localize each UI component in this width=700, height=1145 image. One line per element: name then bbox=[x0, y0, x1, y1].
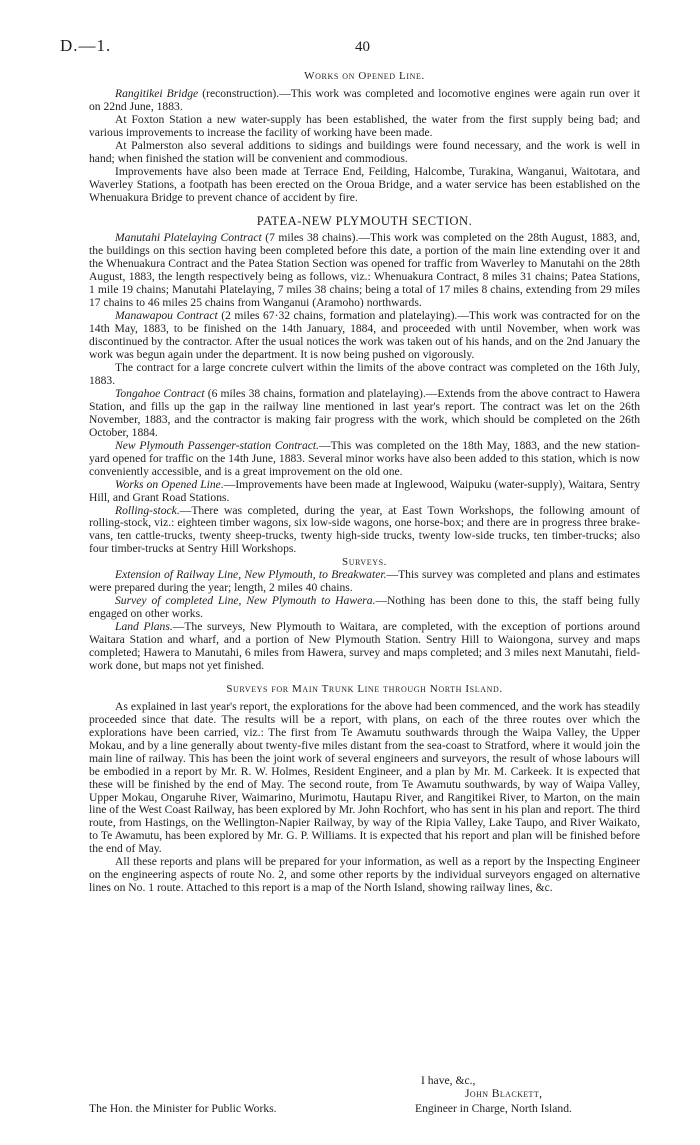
signatory-name: John Blackett, bbox=[465, 1087, 543, 1100]
document-body bbox=[89, 70, 640, 895]
paragraph: At Foxton Station a new water-supply has been established, the water from the first supply being bad; and various improvements to increase the facility of working have been made. bbox=[89, 112, 640, 139]
closing-line: I have, &c., bbox=[421, 1074, 476, 1087]
paragraph: Works on Opened Line.—Improvements have been made at Inglewood, Waipuku (water-supply), Waitara, Sentry Hill, and Grant Road Stations. bbox=[89, 477, 640, 504]
paragraph: The contract for a large concrete culvert within the limits of the above contract was completed on the 16th July, 1883. bbox=[89, 361, 640, 387]
signature-block bbox=[89, 1075, 640, 1145]
paragraph: Manutahi Platelaying Contract (7 miles 38 chains).—This work was completed on the 28th August, 1883, and, the buildings on this section having been completed before this date, a portion of the main line extending over it and the Whenuakura Contract and the Patea Station Section was opened for traffic from Waverley to Manutahi on the 28th August, 1883, the length respectively being as follows, viz.: Whenuakura Contract, 8 miles 31 chains; Patea Stations, 1 mile 19 chains; Manutahi Platelaying, 7 miles 38 chains; being a total of 17 miles 8 chains, extending from 29 miles 17 chains to 46 miles 25 chains from Wanganui (Aramoho) northwards. bbox=[89, 231, 640, 310]
paragraph: Rolling-stock.—There was completed, during the year, at East Town Workshops, the following amount of rolling-stock, viz.: eighteen timber wagons, six low-side wagons, one horse-box; and there are in progress three brake-vans, ten cattle-trucks, twenty sheep-trucks, twenty high-side trucks, twenty low-side trucks, ten timber-trucks; also four timber-trucks at Sentry Hill Workshops. bbox=[89, 503, 640, 556]
paragraph: Survey of completed Line, New Plymouth to Hawera.—Nothing has been done to this, the staff being fully engaged on other works. bbox=[89, 594, 641, 621]
section-heading-main-trunk-line: Surveys for Main Trunk Line through North Island. bbox=[226, 682, 503, 695]
signatory-role: Engineer in Charge, North Island. bbox=[415, 1102, 572, 1115]
paragraph: All these reports and plans will be prepared for your information, as well as a report by the Inspecting Engineer on the engineering aspects of route No. 2, and some other reports by the individual surveyors engaged on alternative lines on No. 1 route. Attached to this report is a map of the North Island, showing railway lines, &c. bbox=[89, 855, 640, 895]
addressee: The Hon. the Minister for Public Works. bbox=[89, 1102, 277, 1115]
section-heading-patea-new-plymouth: PATEA-NEW PLYMOUTH SECTION. bbox=[256, 213, 473, 228]
section-heading-surveys: Surveys. bbox=[341, 556, 388, 569]
page-number: 40 bbox=[355, 39, 370, 55]
paragraph: Manawapou Contract (2 miles 67·32 chains, formation and platelaying).—This work was contracted for on the 14th May, 1883, to be finished on the 14th January, 1884, and proceeded with until November, when work was discontinued by the contractor. After the usual notices the work was taken out of his hands, and on the 2nd January the work was begun again under the department. It is now being pushed on vigorously. bbox=[89, 309, 640, 362]
paragraph: Land Plans.—The surveys, New Plymouth to Waitara, are completed, with the exception of portions around Waitara Station and wharf, and a portion of New Plymouth Station. Sentry Hill to Waiongona, survey and maps completed; Hawera to Manutahi, 6 miles from Hawera, survey and maps completed; and 3 miles next Manutahi, field-work done, but maps not yet finished. bbox=[89, 620, 640, 672]
paragraph: Improvements have also been made at Terrace End, Feilding, Halcombe, Turakina, Wanganui, Waitotara, and Waverley Stations, a footpath has been erected on the Oroua Bridge, and a water service has been established on the Whenuakura Bridge to prevent chance of accident by fire. bbox=[89, 164, 640, 204]
paragraph: Extension of Railway Line, New Plymouth, to Breakwater.—This survey was completed and plans and estimates were prepared during the year; length, 2 miles 40 chains. bbox=[89, 568, 640, 595]
paragraph: As explained in last year's report, the explorations for the above had been commenced, and the work has steadily proceeded since that date. The results will be a report, with plans, on each of the three routes over which the explorations have been carried, viz.: The first from Te Awamutu southwards through the Waipa Valley, the Upper Mokau, and by a line generally about twenty-five miles distant from the sea-coast to Stratford, where it would join the main line of railway. This has been the joint work of several engineers and surveyors, the result of whose labours will be embodied in a report by Mr. R. W. Holmes, Resident Engineer, and a plan by Mr. M. Carkeek. It is expected that these will be finished by the end of May. The second route, from Te Awamutu southwards, by way of Waipa Valley, Upper Mokau, Ongaruhe River, Waimarino, Murimotu, Hautapu River, and Rangitikei River, to Marton, on the main line of the West Coast Railway, has been explored by Mr. John Rochfort, who has sent in his plan and report. The third route, from Hastings, on the Wellington-Napier Railway, by way of the Ripia Valley, Lake Taupo, and River Waikato, to Te Awamutu, has been explored by Mr. G. P. Williams. It is expected that his report and plan will be finished before the end of May. bbox=[89, 699, 640, 856]
document-reference: D.—1. bbox=[60, 36, 112, 55]
paragraph: At Palmerston also several additions to sidings and buildings were found necessary, and the work is well in hand; when finished the station will be convenient and commodious. bbox=[89, 138, 640, 165]
paragraph: Tongahoe Contract (6 miles 38 chains, formation and platelaying).—Extends from the above contract to Hawera Station, and fills up the gap in the railway line mentioned in last year's report. The contract was let on the 26th November, 1883, and the contractor is making fair progress with the work, which should be completed on the 26th October, 1884. bbox=[89, 386, 640, 439]
paragraph: New Plymouth Passenger-station Contract.—This was completed on the 18th May, 1883, and the new station-yard opened for traffic on the 14th June, 1883. Several minor works have also been added to this station, which is now conveniently accessible, and is a great improvement on the old one. bbox=[89, 438, 640, 478]
section-heading-works-opened-line: Works on Opened Line. bbox=[304, 70, 425, 82]
paragraph: Rangitikei Bridge (reconstruction).—This work was completed and locomotive engines were again run over it on 22nd June, 1883. bbox=[89, 86, 640, 113]
